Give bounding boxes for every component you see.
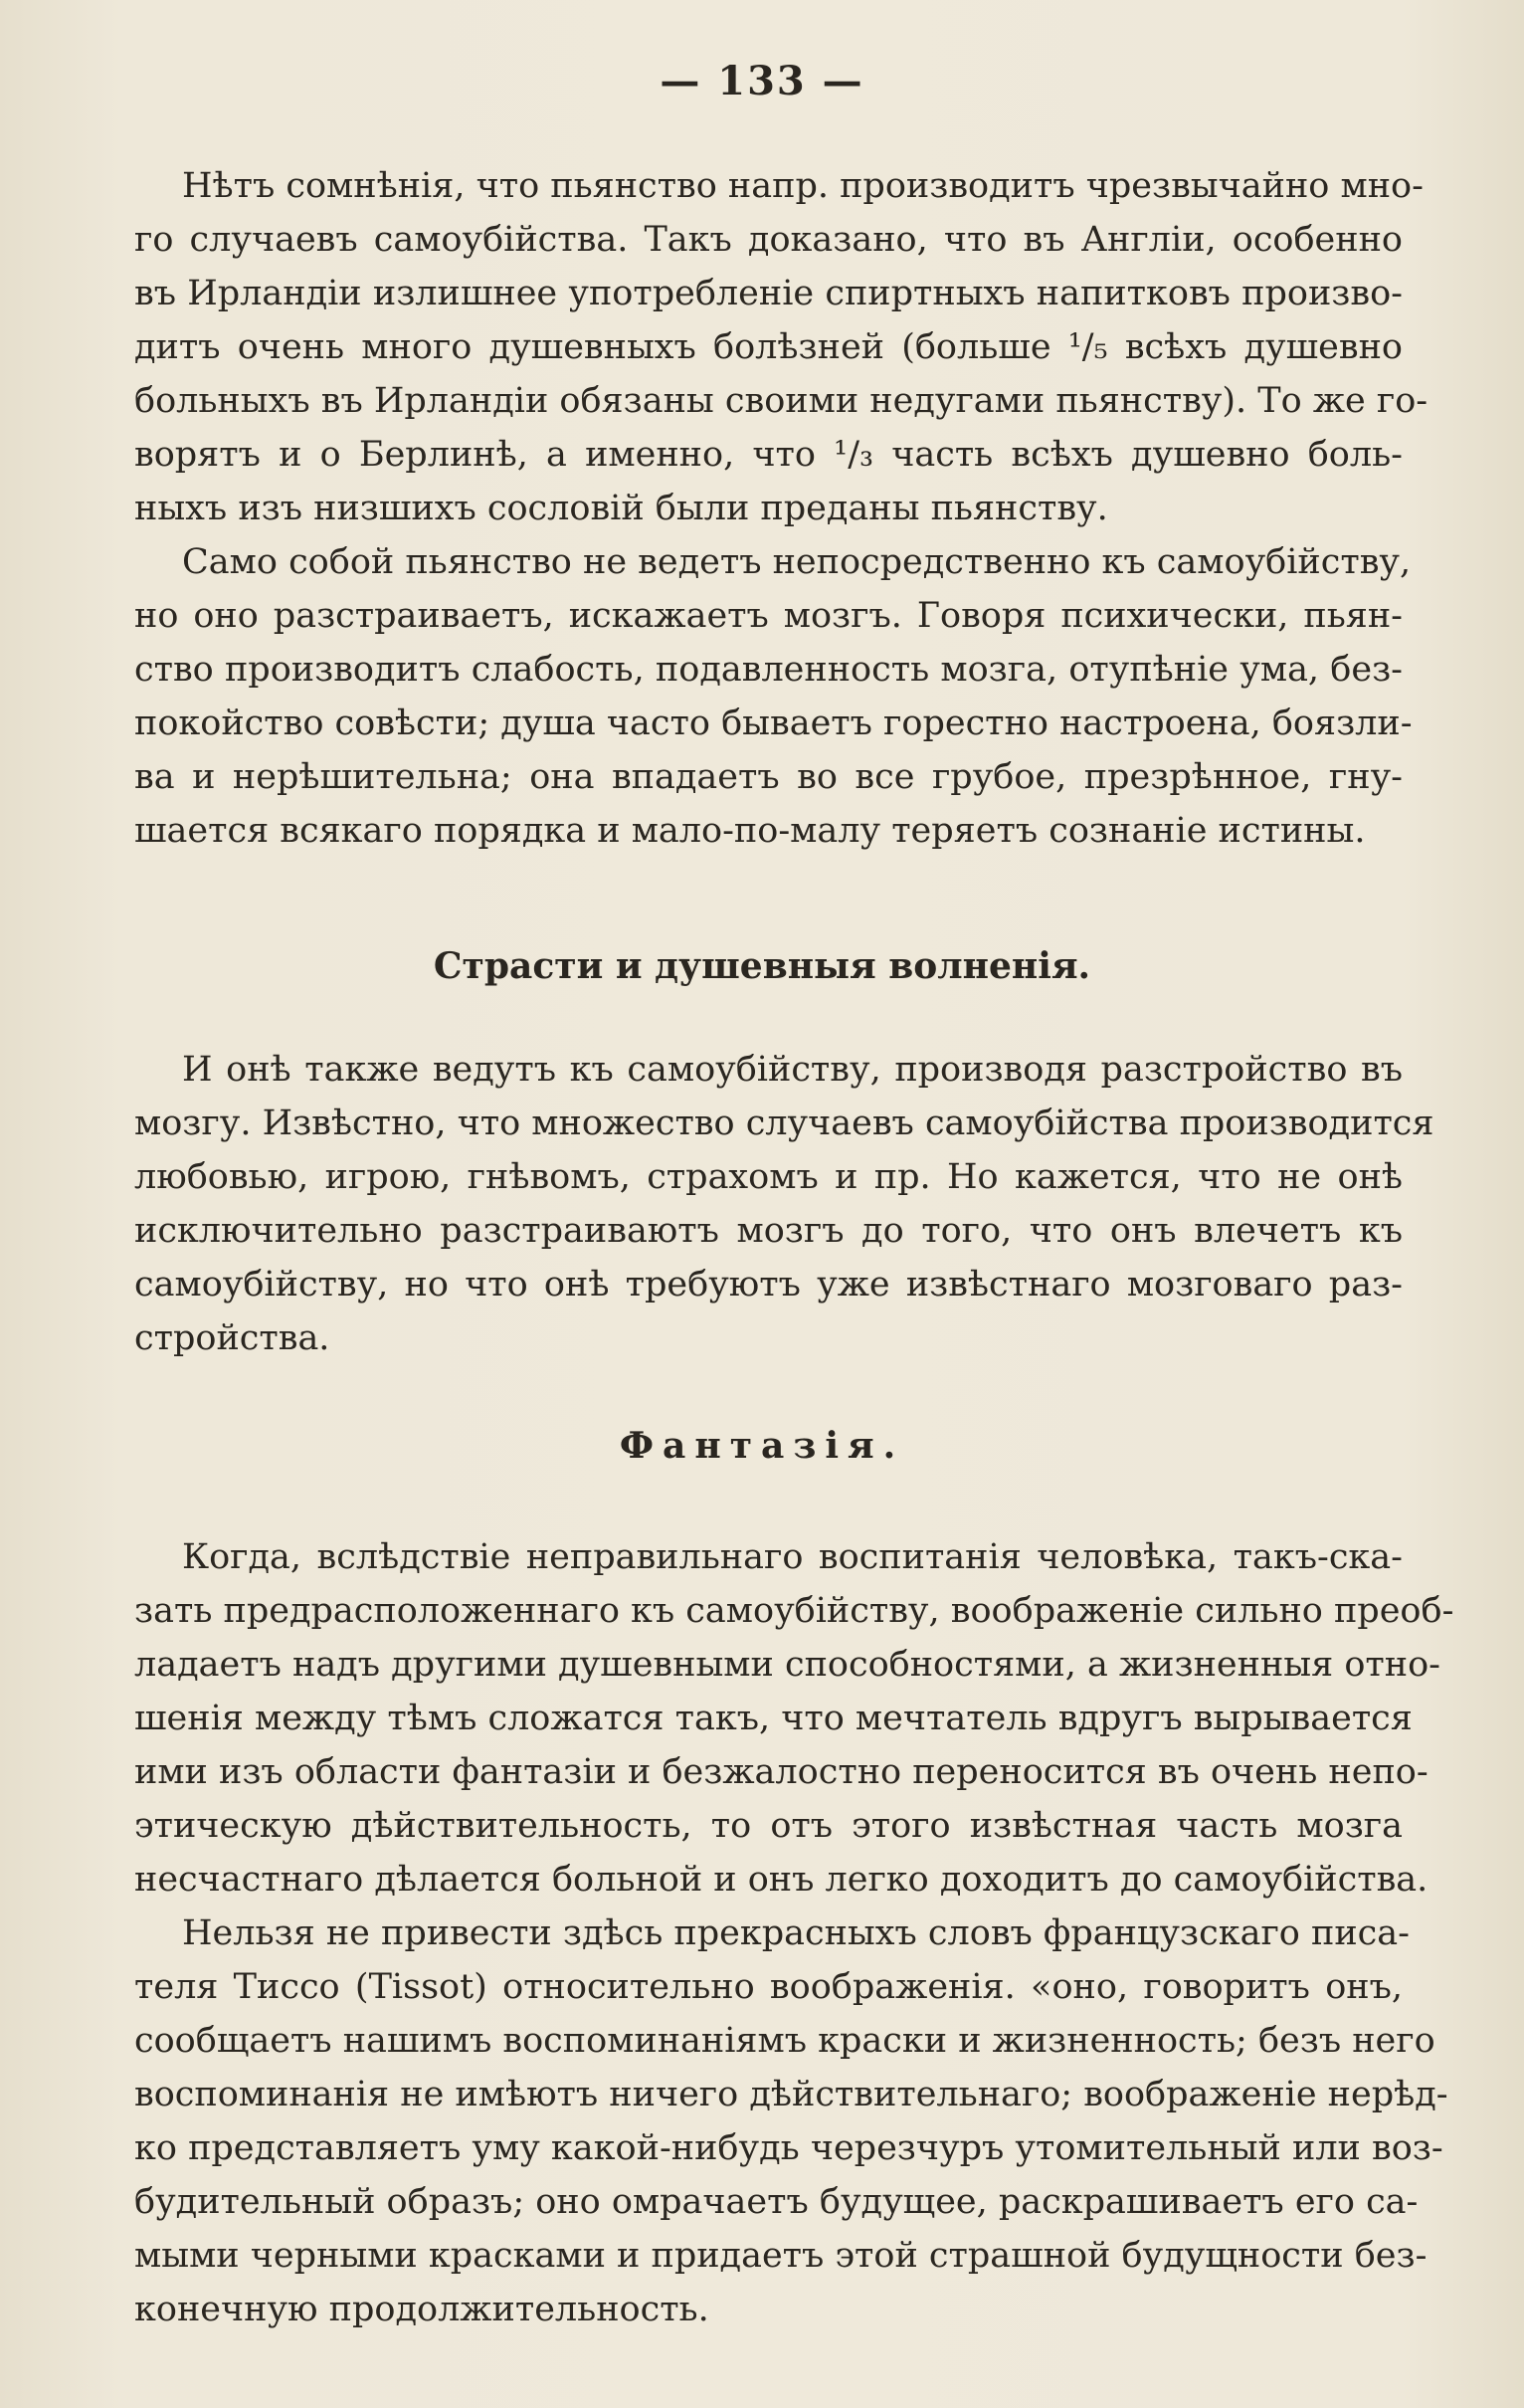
- text-line: но оно разстраиваетъ, искажаетъ мозгъ. Говоря психически, пьян-: [134, 596, 1403, 636]
- text-line: мозгу. Извѣстно, что множество случаевъ самоубійства производится: [134, 1104, 1434, 1143]
- text-line: больныхъ въ Ирландіи обязаны своими недугами пьянству). То же го-: [134, 381, 1429, 421]
- paragraph-fantasy: [134, 1530, 1454, 1906]
- text-line: исключительно разстраиваютъ мозгъ до того, что онъ влечетъ къ: [134, 1211, 1403, 1251]
- text-line: теля Тиссо (Tissot) относительно воображенія. «оно, говоритъ онъ,: [134, 1967, 1403, 2007]
- text-line: въ Ирландіи излишнее употребленіе спиртныхъ напитковъ произво-: [134, 274, 1403, 313]
- text-line: Нѣтъ сомнѣнія, что пьянство напр. производитъ чрезвычайно мно-: [182, 166, 1424, 206]
- paragraph-tissot: [134, 1906, 1448, 2336]
- section-heading-fantasy: Фантазія.: [619, 1425, 905, 1467]
- text-line: воспоминанія не имѣютъ ничего дѣйствительнаго; воображеніе нерѣд-: [134, 2075, 1448, 2114]
- text-line: шенія между тѣмъ сложатся такъ, что мечтатель вдругъ вырывается: [134, 1699, 1413, 1738]
- text-line: ими изъ области фантазіи и безжалостно переносится въ очень непо-: [134, 1752, 1429, 1792]
- section-heading-passions: Страсти и душевныя волненія.: [433, 945, 1091, 987]
- paragraph-passions: [134, 1043, 1434, 1365]
- text-line: ворятъ и о Берлинѣ, а именно, что ¹/₃ часть всѣхъ душевно боль-: [134, 435, 1403, 475]
- text-line: го случаевъ самоубійства. Такъ доказано, что въ Англіи, особенно: [134, 220, 1403, 260]
- page-number: — 133 —: [660, 58, 864, 104]
- text-line: шается всякаго порядка и мало-по-малу теряетъ сознаніе истины.: [134, 811, 1366, 851]
- paragraph-drunkenness: [134, 159, 1429, 535]
- text-line: дитъ очень много душевныхъ болѣзней (больше ¹/₅ всѣхъ душевно: [134, 327, 1403, 367]
- text-line: конечную продолжительность.: [134, 2290, 709, 2329]
- text-line: ладаетъ надъ другими душевными способностями, а жизненныя отно-: [134, 1645, 1440, 1685]
- text-line: любовью, игрою, гнѣвомъ, страхомъ и пр. Но кажется, что не онѣ: [134, 1157, 1403, 1197]
- text-line: несчастнаго дѣлается больной и онъ легко доходитъ до самоубійства.: [134, 1860, 1429, 1900]
- text-line: мыми черными красками и придаетъ этой страшной будущности без-: [134, 2236, 1428, 2276]
- text-line: стройства.: [134, 1318, 330, 1358]
- text-line: зать предрасположеннаго къ самоубійству, воображеніе сильно преоб-: [134, 1591, 1454, 1631]
- paragraph-brain-effects: [134, 535, 1413, 858]
- text-line: покойство совѣсти; душа часто бываетъ горестно настроена, боязли-: [134, 703, 1413, 743]
- text-line: самоубійству, но что онѣ требуютъ уже извѣстнаго мозговаго раз-: [134, 1265, 1403, 1304]
- text-line: ко представляетъ уму какой-нибудь черезчуръ утомительный или воз-: [134, 2128, 1443, 2168]
- text-line: ва и нерѣшительна; она впадаетъ во все грубое, презрѣнное, гну-: [134, 757, 1403, 797]
- text-line: И онѣ также ведутъ къ самоубійству, производя разстройство въ: [182, 1050, 1403, 1090]
- text-line: будительный образъ; оно омрачаетъ будущее, раскрашиваетъ его са-: [134, 2182, 1419, 2222]
- text-line: сообщаетъ нашимъ воспоминаніямъ краски и жизненность; безъ него: [134, 2021, 1435, 2061]
- text-line: Само собой пьянство не ведетъ непосредственно къ самоубійству,: [182, 542, 1412, 582]
- text-line: Когда, вслѣдствіе неправильнаго воспитанія человѣка, такъ-ска-: [182, 1537, 1403, 1577]
- text-line: этическую дѣйствительность, то отъ этого извѣстная часть мозга: [134, 1806, 1403, 1846]
- text-line: Нельзя не привести здѣсь прекрасныхъ словъ французскаго писа-: [182, 1913, 1410, 1953]
- text-line: ныхъ изъ низшихъ сословій были преданы пьянству.: [134, 489, 1108, 528]
- text-line: ство производитъ слабость, подавленность мозга, отупѣніе ума, без-: [134, 650, 1403, 690]
